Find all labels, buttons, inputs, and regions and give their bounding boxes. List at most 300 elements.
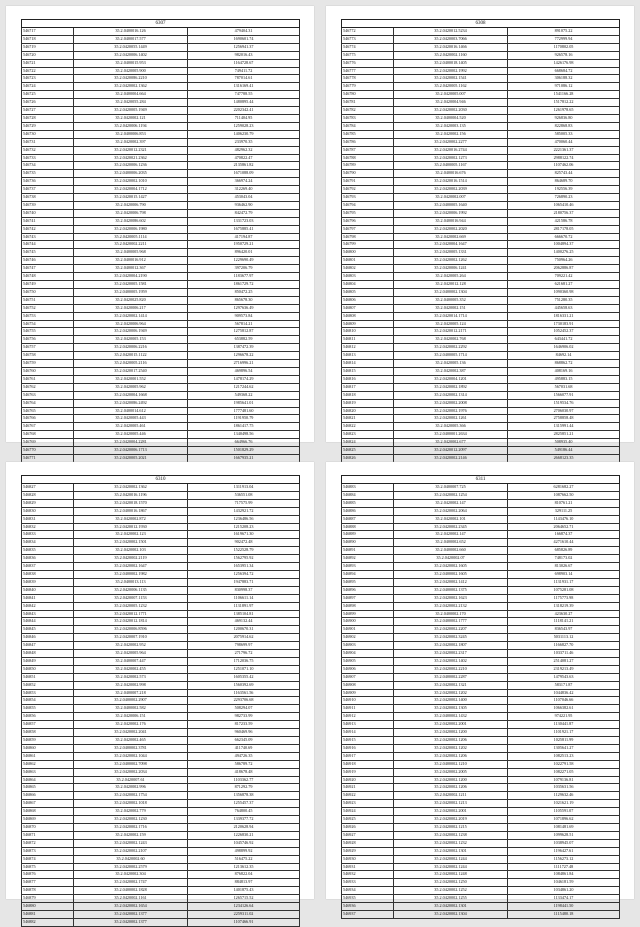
row-id-cell: 546868 (22, 808, 74, 816)
table-row (342, 281, 620, 289)
account-code-cell: 35.2.0400004.664 (74, 91, 188, 99)
account-code-cell: 35.2.0400016.912 (74, 257, 188, 265)
amount-cell: 1479543.63 (508, 673, 620, 681)
table-row (22, 107, 300, 115)
table-row (342, 555, 620, 563)
table-row (342, 515, 620, 523)
amount-cell: 1562795.92 (188, 555, 300, 563)
table-row (342, 507, 620, 515)
table-row (22, 903, 300, 911)
row-id-cell: 546849 (22, 657, 74, 665)
amount-cell: 271796.72 (188, 650, 300, 658)
table-row (22, 217, 300, 225)
table-row (342, 855, 620, 863)
table-row (22, 304, 300, 312)
account-code-cell: 35.2.0400013.113 (74, 578, 188, 586)
table-row (342, 209, 620, 217)
account-code-cell: 35.2.0420002.147 (394, 499, 508, 507)
table-row (342, 296, 620, 304)
row-id-cell: 546833 (22, 531, 74, 539)
table-row (22, 823, 300, 831)
table-row (342, 816, 620, 824)
row-id-cell: 546830 (22, 507, 74, 515)
amount-cell: 508294.07 (188, 705, 300, 713)
account-code-cell: 35.2.0420006.790 (74, 201, 188, 209)
account-code-cell: 35.2.0420086.2492 (74, 399, 188, 407)
amount-cell: 1045746.92 (188, 839, 300, 847)
row-id-cell: 546775 (342, 51, 394, 59)
amount-cell: 1071896.62 (508, 816, 620, 824)
table-row (342, 713, 620, 721)
table-row (342, 375, 620, 383)
table-row (342, 407, 620, 415)
amount-cell: 1406230.79 (188, 130, 300, 138)
row-id-cell: 546818 (342, 391, 394, 399)
row-id-cell: 546744 (22, 241, 74, 249)
amount-cell: 470060.44 (508, 138, 620, 146)
table-row (22, 744, 300, 752)
amount-cell: 1217244.62 (188, 383, 300, 391)
row-id-cell: 546800 (342, 249, 394, 257)
amount-cell: 1084861.84 (508, 871, 620, 879)
table-row (342, 602, 620, 610)
row-id-cell: 546872 (22, 839, 74, 847)
table-row (22, 257, 300, 265)
row-id-cell: 546781 (342, 99, 394, 107)
row-id-cell: 546786 (342, 138, 394, 146)
row-id-cell: 546794 (342, 201, 394, 209)
account-code-cell: 35.2.0420002.1211 (394, 792, 508, 800)
row-id-cell: 546839 (22, 578, 74, 586)
account-code-cell: 35.2.0420004.1647 (394, 241, 508, 249)
table-row (22, 634, 300, 642)
account-code-cell: 35.2.0420012.1930 (74, 523, 188, 531)
account-code-cell: 35.2.0420007.1910 (74, 634, 188, 642)
account-code-cell: 35.2.0420002.2008 (394, 399, 508, 407)
table-row (22, 83, 300, 91)
table-row (342, 43, 620, 51)
amount-cell: 850472.25 (188, 288, 300, 296)
row-id-cell: 546740 (22, 209, 74, 217)
amount-cell: 1200670.31 (188, 626, 300, 634)
row-id-cell: 546892 (342, 555, 394, 563)
amount-cell: 896420.01 (188, 249, 300, 257)
amount-cell: 1130441.87 (508, 721, 620, 729)
amount-cell: 717575.99 (188, 499, 300, 507)
table-row (22, 507, 300, 515)
account-code-cell: 35.2.0420002.1273 (394, 154, 508, 162)
table-row (342, 83, 620, 91)
table-row (22, 67, 300, 75)
account-code-cell: 35.2.0420002.455 (74, 665, 188, 673)
table-row (342, 273, 620, 281)
account-code-cell: 35.2.0420006.1194 (74, 122, 188, 130)
row-id-cell: 546857 (22, 721, 74, 729)
account-code-cell: 35.2.0400002.582 (74, 705, 188, 713)
row-id-cell: 546752 (22, 304, 74, 312)
table-row (342, 910, 620, 918)
account-code-cell: 35.2.0420002.1314 (394, 391, 508, 399)
row-id-cell: 546847 (22, 642, 74, 650)
table-row (342, 439, 620, 447)
table-row (342, 586, 620, 594)
row-id-cell: 546741 (22, 217, 74, 225)
amount-cell: 1478174.29 (188, 375, 300, 383)
row-id-cell: 546791 (342, 178, 394, 186)
account-code-cell: 35.2.0420006.1949 (74, 328, 188, 336)
row-id-cell: 546783 (342, 114, 394, 122)
row-id-cell: 546747 (22, 265, 74, 273)
account-code-cell: 35.2.0400005.1959 (74, 288, 188, 296)
row-id-cell: 546722 (22, 67, 74, 75)
account-code-cell: 35.2.0420086.602 (74, 217, 188, 225)
table-row (22, 296, 300, 304)
row-id-cell: 546763 (22, 391, 74, 399)
account-code-cell: 35.2.0420004.1201 (394, 375, 508, 383)
row-id-cell: 546879 (22, 895, 74, 903)
amount-cell: 685826.89 (508, 547, 620, 555)
row-id-cell: 546789 (342, 162, 394, 170)
amount-cell: 1229690.49 (188, 257, 300, 265)
row-id-cell: 546869 (22, 816, 74, 824)
row-id-cell: 546850 (22, 665, 74, 673)
row-id-cell: 546758 (22, 352, 74, 360)
account-code-cell: 35.2.0420002.2019 (394, 816, 508, 824)
table-row (22, 752, 300, 760)
row-id-cell: 546873 (22, 847, 74, 855)
account-code-cell: 35.2.0420002.121 (74, 114, 188, 122)
row-id-cell: 546862 (22, 760, 74, 768)
row-id-cell: 546776 (342, 59, 394, 67)
row-id-cell: 546802 (342, 265, 394, 273)
table-row (22, 138, 300, 146)
amount-cell: 1164728.67 (188, 59, 300, 67)
amount-cell: 836543.97 (508, 626, 620, 634)
row-id-cell: 546759 (22, 360, 74, 368)
amount-cell: 726890.23 (508, 194, 620, 202)
row-id-cell: 546908 (342, 681, 394, 689)
table-row (22, 895, 300, 903)
table-row (342, 705, 620, 713)
amount-cell: 411740.69 (188, 744, 300, 752)
amount-cell: 2202342.41 (188, 107, 300, 115)
table-row (342, 59, 620, 67)
account-code-cell: 35.2.0400018.1405 (394, 59, 508, 67)
account-code-cell: 35.2.0420005.443 (74, 415, 188, 423)
amount-cell: 1712036.75 (188, 657, 300, 665)
account-code-cell: 35.2.0400002.2907 (74, 697, 188, 705)
account-code-cell: 35.2.0420002.1160 (394, 51, 508, 59)
table-row (22, 491, 300, 499)
row-id-cell: 546785 (342, 130, 394, 138)
account-code-cell: 35.2.0400002.2287 (394, 673, 508, 681)
row-id-cell: 546806 (342, 296, 394, 304)
table-row (22, 360, 300, 368)
account-code-cell: 35.2.0420002.1244 (394, 863, 508, 871)
row-id-cell: 546903 (342, 642, 394, 650)
amount-cell: 909573.84 (188, 312, 300, 320)
row-id-cell: 546863 (22, 768, 74, 776)
amount-cell: 653882.59 (188, 336, 300, 344)
account-code-cell: 35.2.0400002.1210 (394, 760, 508, 768)
account-code-cell: 35.2.0400006.853 (74, 130, 188, 138)
row-id-cell: 546772 (342, 28, 394, 36)
amount-cell: 1196427.61 (508, 847, 620, 855)
amount-cell: 1432921.72 (188, 507, 300, 515)
account-code-cell: 35.2.0420002.2030 (394, 107, 508, 115)
account-code-cell: 35.2.0420018.1570 (74, 499, 188, 507)
row-id-cell: 546813 (342, 352, 394, 360)
amount-cell: 312269.40 (188, 186, 300, 194)
row-id-cell: 546854 (22, 697, 74, 705)
data-table-3 (21, 475, 300, 927)
account-code-cell: 35.2.0420002.1501 (74, 539, 188, 547)
account-code-cell: 35.2.0420006.798 (74, 209, 188, 217)
table-row (22, 721, 300, 729)
account-code-cell: 35.2.0420001.552 (74, 375, 188, 383)
table-row (342, 484, 620, 492)
row-id-cell: 546823 (342, 431, 394, 439)
row-id-cell: 546727 (22, 107, 74, 115)
amount-cell: 1339377.72 (188, 816, 300, 824)
table-row (342, 154, 620, 162)
row-id-cell: 546777 (342, 67, 394, 75)
row-id-cell: 546837 (22, 563, 74, 571)
account-code-cell: 35.2.0420002.1377 (74, 918, 188, 926)
account-code-cell: 35.2.0420002.2020 (394, 225, 508, 233)
table-row (342, 689, 620, 697)
amount-cell: 166874.37 (508, 531, 620, 539)
row-id-cell: 546895 (342, 578, 394, 586)
amount-cell: 643441.72 (508, 336, 620, 344)
account-code-cell: 35.2.0400002.652 (394, 539, 508, 547)
row-id-cell: 546811 (342, 336, 394, 344)
row-id-cell: 546748 (22, 273, 74, 281)
amount-cell: 2706030.97 (508, 407, 620, 415)
account-code-cell: 35.2.0420002.1200 (394, 729, 508, 737)
account-code-cell: 35.2.0420015.1122 (74, 352, 188, 360)
row-id-cell: 546821 (342, 415, 394, 423)
account-code-cell: 35.2.0420006.1980 (74, 225, 188, 233)
account-code-cell: 35.2.0420025.820 (74, 296, 188, 304)
account-code-cell: 35.2.0420002.573 (74, 673, 188, 681)
row-id-cell: 546762 (22, 383, 74, 391)
table-row (22, 839, 300, 847)
row-id-cell: 546796 (342, 217, 394, 225)
amount-cell: 813026.67 (508, 563, 620, 571)
account-code-cell: 35.2.0420007.61 (74, 776, 188, 784)
account-code-cell: 35.2.0400015.953 (74, 59, 188, 67)
account-code-cell: 35.2.0420017.2540 (74, 367, 188, 375)
account-code-cell: 35.2.0420006.217 (74, 304, 188, 312)
row-id-cell: 546885 (342, 499, 394, 507)
amount-cell: 1297636.49 (188, 304, 300, 312)
account-code-cell: 35.2.0420002.397 (74, 138, 188, 146)
account-code-cell: 35.2.0420002.1362 (74, 83, 188, 91)
row-id-cell: 546803 (342, 273, 394, 281)
account-code-cell: 35.2.0420002.1215 (394, 823, 508, 831)
table-row (342, 531, 620, 539)
amount-cell: 1034861.20 (508, 887, 620, 895)
table-row (342, 594, 620, 602)
row-id-cell: 546737 (22, 186, 74, 194)
table-row (342, 99, 620, 107)
table-row (22, 808, 300, 816)
account-code-cell: 35.2.0420002.1992 (394, 67, 508, 75)
account-code-cell: 35.2.0420006.1135 (74, 586, 188, 594)
table-row (22, 162, 300, 170)
account-code-cell: 35.2.0400002.1304 (394, 288, 508, 296)
row-id-cell: 546929 (342, 847, 394, 855)
row-id-cell: 546890 (342, 539, 394, 547)
row-id-cell: 546825 (342, 447, 394, 455)
account-code-cell: 35.2.0420002.1377 (74, 910, 188, 918)
table-row (22, 831, 300, 839)
amount-cell: 495883.15 (508, 375, 620, 383)
amount-cell: 1236486.56 (188, 515, 300, 523)
amount-cell: 2075914.62 (188, 634, 300, 642)
account-code-cell: 35.2.0420002.101 (394, 515, 508, 523)
amount-cell: 1226830.21 (188, 831, 300, 839)
account-code-cell: 35.2.0420002.147 (394, 531, 508, 539)
amount-cell: 1131931.17 (508, 578, 620, 586)
account-code-cell: 35.2.0420012.2171 (394, 328, 508, 336)
account-code-cell: 35.2.0420016.1514 (394, 178, 508, 186)
table-row (342, 650, 620, 658)
table-row (342, 146, 620, 154)
row-id-cell: 546923 (342, 800, 394, 808)
amount-cell: 498899.92 (188, 847, 300, 855)
amount-cell: 749411.72 (188, 67, 300, 75)
account-code-cell: 35.2.0420002.60 (74, 855, 188, 863)
amount-cell: 1090360.98 (508, 288, 620, 296)
row-id-cell: 546883 (342, 484, 394, 492)
amount-cell: 1426176.98 (508, 59, 620, 67)
amount-cell: 1107462.06 (508, 162, 620, 170)
amount-cell: 1777481.60 (188, 407, 300, 415)
table-row (22, 539, 300, 547)
amount-cell: 1025811.99 (508, 737, 620, 745)
table-row (342, 721, 620, 729)
account-code-cell: 35.2.0400004.520 (394, 114, 508, 122)
account-code-cell: 35.2.0400005.352 (394, 296, 508, 304)
amount-cell: 2514081.27 (508, 657, 620, 665)
amount-cell: 1170802.05 (508, 43, 620, 51)
row-id-cell: 546864 (22, 776, 74, 784)
table-row (342, 800, 620, 808)
table-row (22, 618, 300, 626)
table-row (22, 650, 300, 658)
row-id-cell: 546816 (342, 375, 394, 383)
row-id-cell: 546757 (22, 344, 74, 352)
amount-cell: 567031.68 (508, 383, 620, 391)
account-code-cell: 35.2.0400001.2634 (394, 431, 508, 439)
amount-cell: 1816331.21 (508, 312, 620, 320)
table-row (342, 634, 620, 642)
amount-cell: 1619671.30 (188, 531, 300, 539)
account-code-cell: 35.2.0420002.176 (74, 721, 188, 729)
amount-cell: 709221.42 (508, 273, 620, 281)
amount-cell: 1111727.48 (508, 863, 620, 871)
table-row (22, 610, 300, 618)
amount-cell: 2062886.87 (508, 265, 620, 273)
row-id-cell: 546886 (342, 507, 394, 515)
table-row (22, 233, 300, 241)
row-id-cell: 546766 (22, 415, 74, 423)
amount-cell: 306188.32 (508, 75, 620, 83)
row-id-cell: 546866 (22, 792, 74, 800)
row-id-cell: 546828 (22, 491, 74, 499)
account-code-cell: 35.2.0420006.1992 (394, 209, 508, 217)
account-code-cell: 35.2.0420002.1230 (74, 816, 188, 824)
account-code-cell: 35.2.0400006.2035 (74, 170, 188, 178)
amount-cell: 974221.95 (508, 713, 620, 721)
table-row (342, 122, 620, 130)
amount-cell: 1082271.05 (508, 768, 620, 776)
amount-cell: 865678.30 (188, 296, 300, 304)
table-row (22, 431, 300, 439)
row-id-cell: 546891 (342, 547, 394, 555)
table-row (342, 431, 620, 439)
amount-cell: 1480895.44 (188, 99, 300, 107)
account-code-cell: 35.2.0420002.1301 (394, 847, 508, 855)
row-id-cell: 546870 (22, 823, 74, 831)
row-id-cell: 546812 (342, 344, 394, 352)
account-code-cell: 35.2.0400005.968 (74, 249, 188, 257)
table-row (342, 610, 620, 618)
row-id-cell: 546814 (342, 360, 394, 368)
table-row (22, 515, 300, 523)
table-row (342, 170, 620, 178)
table-row (342, 360, 620, 368)
table-row (22, 35, 300, 43)
table-row (22, 547, 300, 555)
account-code-cell: 35.2.0400002.1777 (394, 618, 508, 626)
account-code-cell: 35.2.0420005.2116 (74, 360, 188, 368)
table-row (22, 586, 300, 594)
account-code-cell: 35.2.0420002.1305 (394, 705, 508, 713)
table-row (342, 499, 620, 507)
account-code-cell: 35.2.0400002.660 (394, 547, 508, 555)
table-row (342, 760, 620, 768)
amount-cell: 2758858.48 (508, 415, 620, 423)
table-row (342, 138, 620, 146)
table-row (22, 407, 300, 415)
table-row (22, 415, 300, 423)
row-id-cell: 546827 (22, 484, 74, 492)
amount-cell: 479404.31 (188, 28, 300, 36)
account-code-cell: 35.2.0400007.218 (74, 689, 188, 697)
table-row (342, 626, 620, 634)
account-code-cell: 35.2.0420005.366 (394, 423, 508, 431)
amount-cell: 1175773.98 (508, 594, 620, 602)
account-code-cell: 35.2.0420005.1114 (74, 233, 188, 241)
table-row (22, 28, 300, 36)
row-id-cell: 546897 (342, 594, 394, 602)
account-code-cell: 35.2.0420002.998 (74, 681, 188, 689)
table-row (342, 895, 620, 903)
row-id-cell: 546899 (342, 610, 394, 618)
amount-cell: 748173.02 (508, 555, 620, 563)
row-id-cell: 546834 (22, 539, 74, 547)
account-code-cell: 35.2.0420002.952 (74, 642, 188, 650)
row-id-cell: 546820 (342, 407, 394, 415)
amount-cell: 2135861.82 (188, 162, 300, 170)
account-code-cell: 35.2.0420002.872 (74, 515, 188, 523)
account-code-cell: 35.2.0420002.1206 (394, 737, 508, 745)
amount-cell: 1004894.37 (508, 241, 620, 249)
amount-cell: 1401875.43 (188, 887, 300, 895)
